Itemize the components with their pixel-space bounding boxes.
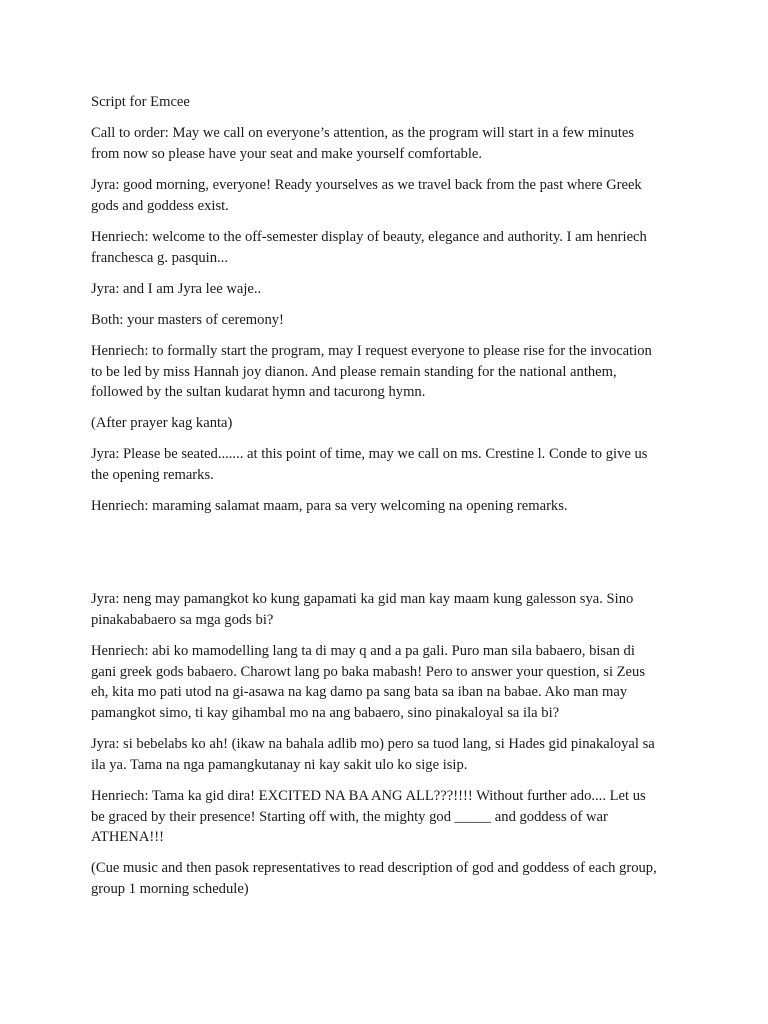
paragraph-line: Henriech: Tama ka gid dira! EXCITED NA BA ANG ALL???!!!! Without further ado.... Let us xyxy=(91,788,646,804)
paragraph-line: group 1 morning schedule) xyxy=(91,880,249,897)
paragraph-henriech-welcome xyxy=(91,227,691,268)
paragraph-line: to be led by miss Hannah joy dianon. And please remain standing for the national anthem, xyxy=(91,363,617,380)
paragraph-line: the opening remarks. xyxy=(91,466,214,483)
paragraph-line: Henriech: maraming salamat maam, para sa very welcoming na opening remarks. xyxy=(91,498,568,514)
paragraph-line: gods and goddess exist. xyxy=(91,197,229,214)
paragraph-line: eh, kita mo pati utod na gi-asawa na kag damo pa sang bata sa iban na babae. Ako man may xyxy=(91,684,628,701)
paragraph-jyra-seated xyxy=(91,444,691,485)
paragraph-line: Both: your masters of ceremony! xyxy=(91,312,284,328)
paragraph-line: Henriech: to formally start the program, may I request everyone to please rise for the invocation xyxy=(91,343,652,359)
paragraph-line: Jyra: and I am Jyra lee waje.. xyxy=(91,281,262,297)
paragraph-line: ila ya. Tama na nga pamangkutanay ni kay sakit ulo ko sige isip. xyxy=(91,756,468,773)
paragraph-line: be graced by their presence! Starting off with, the mighty god _____ and goddess of war xyxy=(91,808,608,825)
paragraph-line: (Cue music and then pasok representatives to read description of god and goddess of each group, xyxy=(91,860,657,876)
paragraph-line: followed by the sultan kudarat hymn and tacurong hymn. xyxy=(91,384,426,401)
paragraph-jyra-hades xyxy=(91,734,691,775)
paragraph-line: Henriech: welcome to the off-semester display of beauty, elegance and authority. I am henriech xyxy=(91,229,647,245)
paragraph-henriech-thanks xyxy=(91,496,691,517)
paragraph-line: Jyra: neng may pamangkot ko kung gapamati ka gid man kay maam kung galesson sya. Sino xyxy=(91,591,634,607)
paragraph-line: from now so please have your seat and make yourself comfortable. xyxy=(91,145,483,162)
paragraph-line: Jyra: si bebelabs ko ah! (ikaw na bahala adlib mo) pero sa tuod lang, si Hades gid pinakaloyal sa xyxy=(91,736,655,752)
paragraph-line: pamangkot simo, ti kay gihambal mo na ang babaero, sino pinakaloyal sa ila bi? xyxy=(91,704,560,721)
document-title xyxy=(91,92,691,113)
paragraph-henriech-invocation xyxy=(91,341,691,403)
paragraph-jyra-question xyxy=(91,589,691,630)
paragraph-henriech-answer xyxy=(91,641,691,723)
paragraph-line: franchesca g. pasquin... xyxy=(91,249,228,266)
paragraph-line: Henriech: abi ko mamodelling lang ta di may q and a pa gali. Puro man sila babaero, bisan di xyxy=(91,643,635,659)
paragraph-line: Jyra: good morning, everyone! Ready yourselves as we travel back from the past where Greek xyxy=(91,177,642,193)
title-line: Script for Emcee xyxy=(91,94,190,110)
paragraph-cue-music xyxy=(91,858,691,899)
paragraph-line: gani greek gods babaero. Charowt lang po baka mabash! Pero to answer your question, si Zeus xyxy=(91,663,646,680)
paragraph-line: (After prayer kag kanta) xyxy=(91,415,233,431)
paragraph-line: pinakababaero sa mga gods bi? xyxy=(91,611,274,628)
paragraph-after-prayer xyxy=(91,413,691,434)
paragraph-line: Call to order: May we call on everyone’s attention, as the program will start in a few minutes xyxy=(91,125,635,141)
paragraph-line: ATHENA!!! xyxy=(91,829,164,846)
paragraph-henriech-excited xyxy=(91,786,691,848)
paragraph-jyra-intro xyxy=(91,279,691,300)
paragraph-call-to-order xyxy=(91,123,691,164)
paragraph-both xyxy=(91,310,691,331)
paragraph-jyra-greeting xyxy=(91,175,691,216)
paragraph-line: Jyra: Please be seated....... at this point of time, may we call on ms. Crestine l. Conde to give us xyxy=(91,446,648,462)
